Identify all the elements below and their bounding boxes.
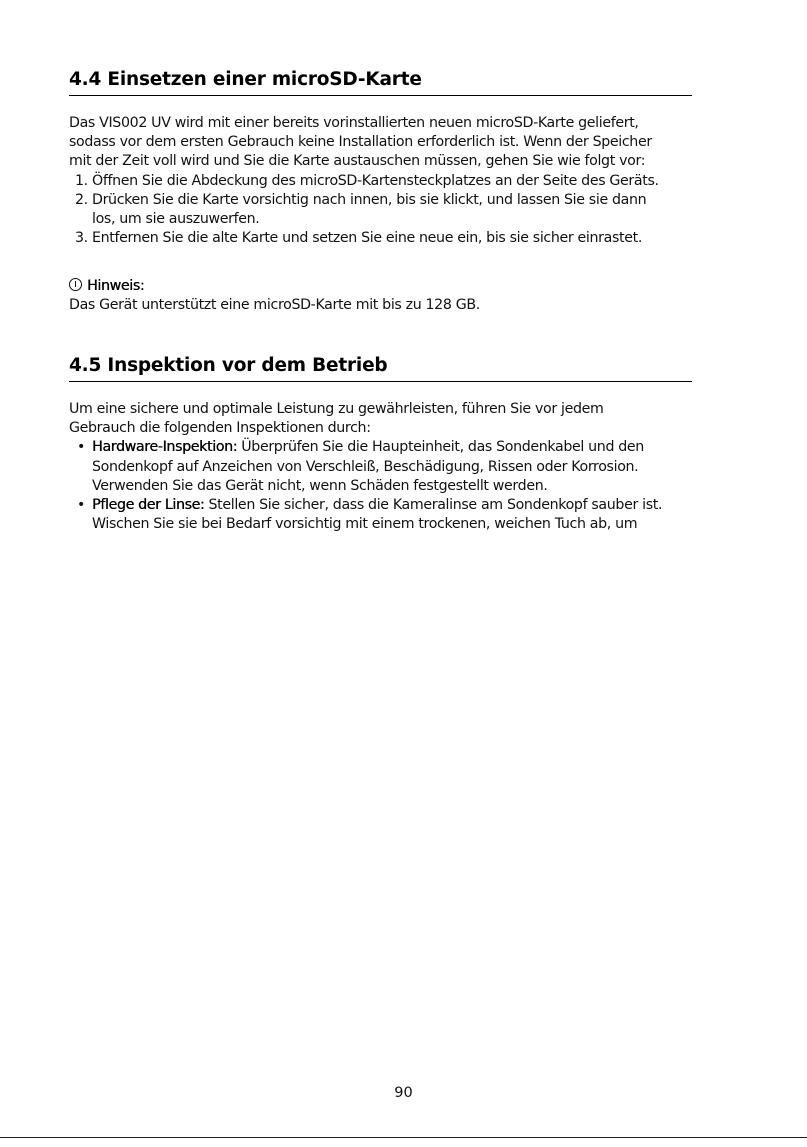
note-title: Hinweis: bbox=[87, 278, 145, 294]
section-heading-4-5: 4.5 Inspektion vor dem Betrieb bbox=[69, 355, 388, 376]
section-4-4-body bbox=[69, 114, 699, 248]
list-number: 3. bbox=[75, 230, 88, 247]
paragraph-line: Um eine sichere und optimale Leistung zu gewährleisten, führen Sie vor jedem bbox=[69, 401, 604, 417]
paragraph-line: Gebrauch die folgenden Inspektionen durch: bbox=[69, 420, 371, 437]
heading-rule bbox=[69, 95, 692, 96]
bullet-text: Stellen Sie sicher, dass die Kameralinse am Sondenkopf sauber ist. bbox=[204, 497, 663, 514]
note-text: Das Gerät unterstützt eine microSD-Karte mit bis zu 128 GB. bbox=[69, 297, 480, 314]
bullet-text: Sondenkopf auf Anzeichen von Verschleiß, Beschädigung, Rissen oder Korrosion. bbox=[92, 458, 639, 475]
list-item bbox=[69, 229, 699, 248]
bullet-text: Verwenden Sie das Gerät nicht, wenn Schäden festgestellt werden. bbox=[92, 477, 548, 494]
note-block bbox=[69, 277, 699, 315]
note-title-line bbox=[69, 277, 699, 296]
page-bottom-rule bbox=[0, 1137, 807, 1138]
list-item-text: Entfernen Sie die alte Karte und setzen Sie eine neue ein, bis sie sicher einrastet. bbox=[92, 230, 642, 247]
heading-rule bbox=[69, 381, 692, 382]
bullet-text: Überprüfen Sie die Haupteinheit, das Sondenkabel und den bbox=[237, 439, 644, 456]
list-item bbox=[69, 172, 699, 191]
list-item bbox=[69, 191, 699, 229]
bullet-label: Pflege der Linse: bbox=[92, 497, 205, 514]
section-heading-4-4: 4.4 Einsetzen einer microSD-Karte bbox=[69, 69, 422, 90]
list-number: 2. bbox=[75, 191, 88, 208]
list-number: 1. bbox=[75, 172, 88, 189]
list-item-text: los, um sie auszuwerfen. bbox=[92, 211, 260, 228]
info-icon bbox=[69, 278, 82, 291]
list-item-text: Drücken Sie die Karte vorsichtig nach innen, bis sie klickt, und lassen Sie sie dann bbox=[92, 191, 647, 208]
bullet-label: Hardware-Inspektion: bbox=[92, 439, 238, 456]
bullet-dot: • bbox=[77, 439, 86, 456]
bullet-item bbox=[69, 438, 699, 496]
page-number: 90 bbox=[394, 1085, 413, 1101]
paragraph-line: sodass vor dem ersten Gebrauch keine Installation erforderlich ist. Wenn der Speicher bbox=[69, 134, 652, 151]
bullet-text: Wischen Sie sie bei Bedarf vorsichtig mit einem trockenen, weichen Tuch ab, um bbox=[92, 516, 638, 533]
list-item-text: Öffnen Sie die Abdeckung des microSD-Kartensteckplatzes an der Seite des Geräts. bbox=[92, 172, 659, 189]
paragraph-line: mit der Zeit voll wird und Sie die Karte austauschen müssen, gehen Sie wie folgt vor: bbox=[69, 153, 646, 170]
paragraph-line: Das VIS002 UV wird mit einer bereits vorinstallierten neuen microSD-Karte geliefert, bbox=[69, 115, 639, 131]
section-4-5-body bbox=[69, 400, 699, 534]
bullet-item bbox=[69, 496, 699, 534]
bullet-dot: • bbox=[77, 497, 86, 514]
